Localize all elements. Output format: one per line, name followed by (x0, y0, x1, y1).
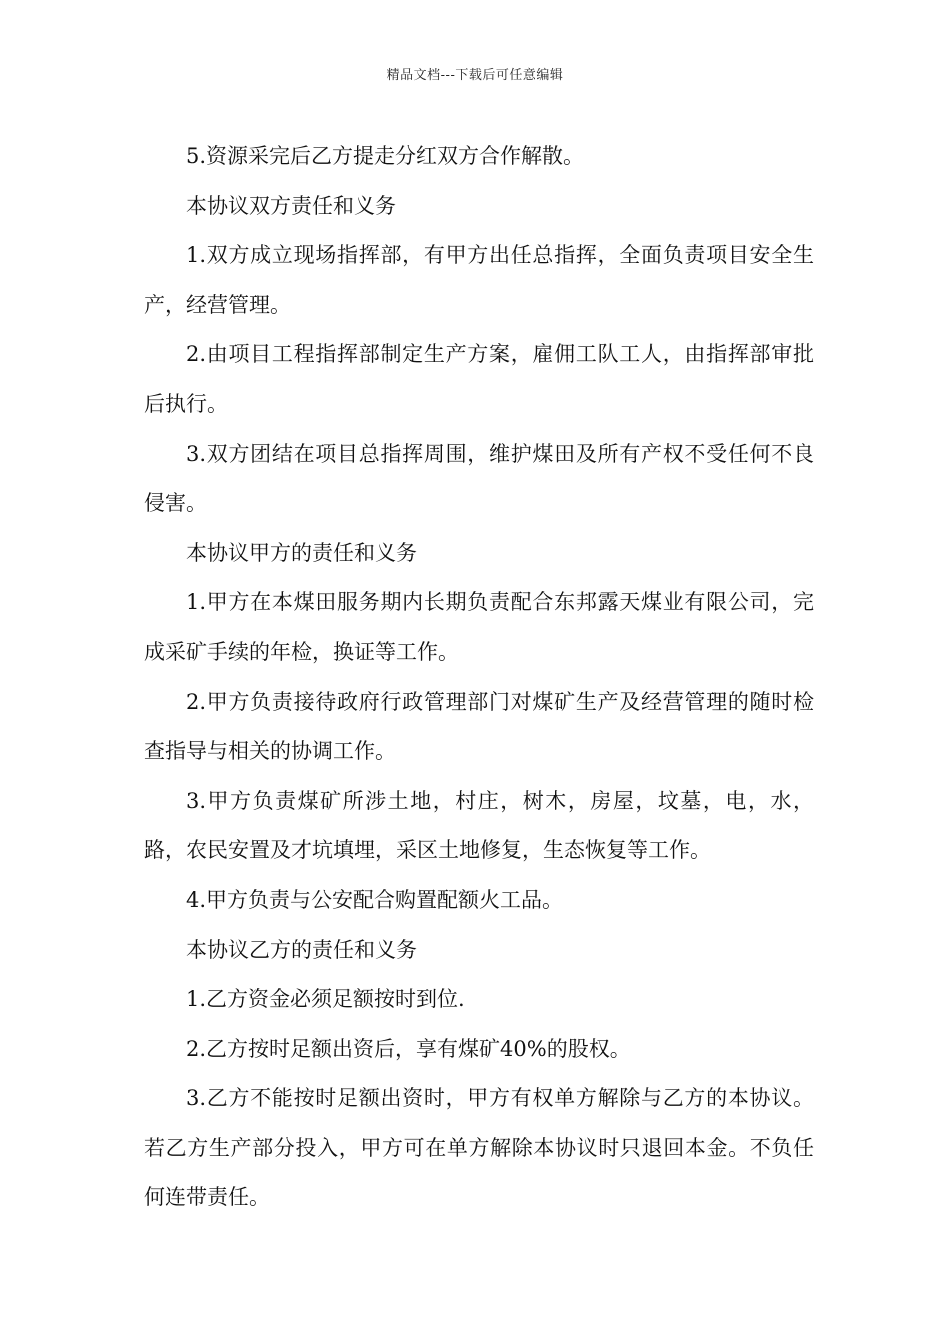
paragraph-party-a-duty-1: 1.甲方在本煤田服务期内长期负责配合东邦露天煤业有限公司，完成采矿手续的年检，换证等工作。 (144, 590, 814, 664)
paragraph-resource-completion: 5.资源采完后乙方提走分红双方合作解散。 (186, 144, 585, 168)
page-header: 精品文档---下载后可任意编辑 (386, 68, 564, 83)
paragraph-party-a-duty-2: 2.甲方负责接待政府行政管理部门对煤矿生产及经营管理的随时检查指导与相关的协调工作。 (144, 689, 814, 764)
paragraph-mutual-duty-1: 1.双方成立现场指挥部，有甲方出任总指挥，全面负责项目安全生产，经营管理。 (144, 243, 814, 317)
paragraph-party-b-duty-1: 1.乙方资金必须足额按时到位. (186, 987, 465, 1012)
section-heading-party-a-duties: 本协议甲方的责任和义务 (186, 540, 417, 565)
paragraph-party-a-duty-3: 3.甲方负责煤矿所涉土地，村庄，树木，房屋，坟墓，电，水，路，农民安置及才坑填埋，采区土地修复，生态恢复等工作。 (144, 788, 814, 863)
paragraph-mutual-duty-2: 2.由项目工程指挥部制定生产方案，雇佣工队工人，由指挥部审批后执行。 (144, 342, 814, 416)
paragraph-party-b-duty-3: 3.乙方不能按时足额出资时，甲方有权单方解除与乙方的本协议。若乙方生产部分投入，甲方可在单方解除本协议时只退回本金。不负任何连带责任。 (144, 1086, 814, 1210)
document-body (144, 132, 814, 1223)
paragraph-party-a-duty-4: 4.甲方负责与公安配合购置配额火工品。 (186, 887, 564, 912)
paragraph-party-b-duty-2: 2.乙方按时足额出资后，享有煤矿40%的股权。 (186, 1036, 631, 1061)
paragraph-mutual-duty-3: 3.双方团结在项目总指挥周围，维护煤田及所有产权不受任何不良侵害。 (144, 441, 814, 516)
section-heading-party-b-duties: 本协议乙方的责任和义务 (186, 937, 417, 962)
section-heading-mutual-duties: 本协议双方责任和义务 (186, 193, 396, 218)
